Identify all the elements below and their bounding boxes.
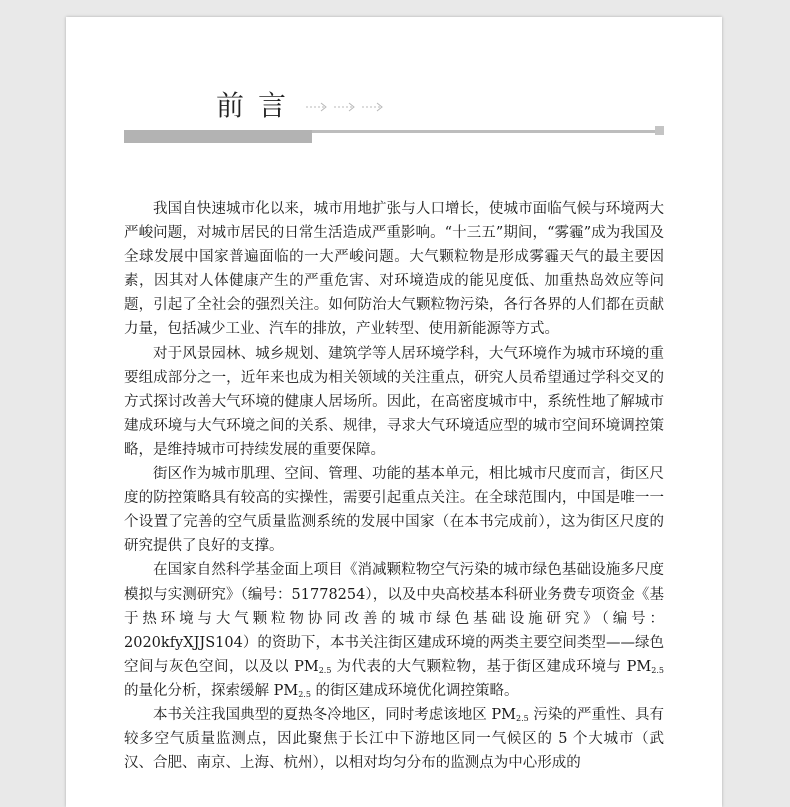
- chapter-title: 前言: [216, 89, 301, 122]
- pm-subscript: 2.5: [318, 665, 332, 675]
- paragraph-5-text: 污染的严重性、具有较多空气质量监测点，因此聚焦于长江中下游地区同一气候区的 5 个大城市（武汉、合肥、南京、上海、杭州），以相对均匀分布的监测点为中心形成的: [124, 706, 664, 772]
- book-page: [66, 17, 722, 807]
- paragraph-5: [124, 703, 664, 775]
- heading-rule-end-square: [655, 126, 664, 135]
- paragraph-2: 对于风景园林、城乡规划、建筑学等人居环境学科，大气环境作为城市环境的重要组成部分之一，近年来也成为相关领域的关注重点，研究人员希望通过学科交叉的方式探讨改善大气环境的健康人居场所。因此，在高密度城市中，系统性地了解城市建成环境与大气环境之间的关系、规律，寻求大气环境适应型的城市空间环境调控策略，是维持城市可持续发展的重要保障。: [124, 345, 664, 458]
- preface-body: [124, 197, 664, 775]
- heading-rule-block: [124, 130, 312, 143]
- pm-subscript: 2.5: [298, 689, 311, 699]
- paragraph-3: 街区作为城市肌理、空间、管理、功能的基本单元，相比城市尺度而言，街区尺度的防控策略具有较高的实操性，需要引起重点关注。在全球范围内，中国是唯一一个设置了完善的空气质量监测系统的发展中国家（在本书完成前），这为街区尺度的研究提供了良好的支撑。: [124, 466, 664, 555]
- paragraph-4-text: 在国家自然科学基金面上项目《消减颗粒物空气污染的城市绿色基础设施多尺度模拟与实测研究》（编号：51778254），以及中央高校基本科研业务费专项资金《基于热环境与大气颗粒物协同改善的城市绿色基础设施研究》（编号：2020kfyXJJS104）的资助下，本书关注街区建成环境的两类主要空间类型——绿色空间与灰色空间，以及以 PM: [124, 562, 664, 675]
- pm-subscript: 2.5: [651, 665, 664, 675]
- paragraph-4-text: 的量化分析，探索缓解 PM: [124, 682, 299, 699]
- paragraph-5-text: 本书关注我国典型的夏热冬冷地区，同时考虑该地区 PM: [153, 706, 517, 723]
- chapter-heading: [216, 84, 394, 124]
- paragraph-4-text: 为代表的大气颗粒物，基于街区建成环境与 PM: [331, 658, 652, 675]
- paragraph-4-text: 的街区建成环境优化调控策略。: [310, 682, 519, 699]
- arrow-decoration-icon: [304, 101, 394, 113]
- paragraph-1: 我国自快速城市化以来，城市用地扩张与人口增长，使城市面临气候与环境两大严峻问题，对城市居民的日常生活造成严重影响。“十三五”期间，“雾霾”成为我国及全球发展中国家普遍面临的一大严峻问题。大气颗粒物是形成雾霾天气的最主要因素，因其对人体健康产生的严重危害、对环境造成的能见度低、加重热岛效应等问题，引起了全社会的强烈关注。如何防治大气颗粒物污染，各行各界的人们都在贡献力量，包括减少工业、汽车的排放，产业转型、使用新能源等方式。: [124, 201, 664, 338]
- paragraph-4: [124, 558, 664, 703]
- pm-subscript: 2.5: [516, 713, 529, 723]
